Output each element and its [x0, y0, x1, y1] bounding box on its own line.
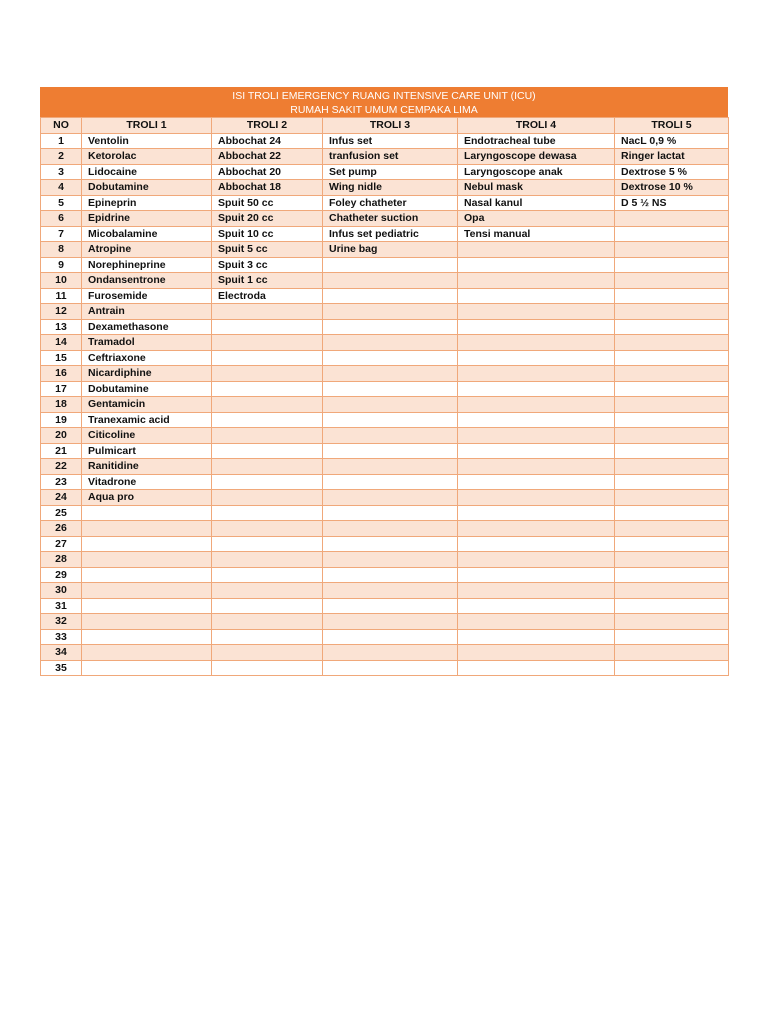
troli-5-item	[615, 521, 729, 537]
troli-2-item	[212, 567, 323, 583]
troli-1-item: Aqua pro	[82, 490, 212, 506]
header-row	[41, 118, 729, 134]
troli-5-item	[615, 645, 729, 661]
troli-1-item	[82, 660, 212, 676]
troli-1-item: Micobalamine	[82, 226, 212, 242]
troli-4-item: Laryngoscope dewasa	[458, 149, 615, 165]
troli-2-item: Abbochat 22	[212, 149, 323, 165]
row-number: 24	[41, 490, 82, 506]
troli-1-item	[82, 505, 212, 521]
troli-4-item	[458, 288, 615, 304]
troli-2-item	[212, 335, 323, 351]
troli-2-item: Abbochat 18	[212, 180, 323, 196]
troli-4-item	[458, 598, 615, 614]
troli-2-item	[212, 428, 323, 444]
troli-5-item	[615, 381, 729, 397]
troli-2-item	[212, 536, 323, 552]
row-number: 31	[41, 598, 82, 614]
troli-1-item: Dobutamine	[82, 180, 212, 196]
troli-1-item: Epineprin	[82, 195, 212, 211]
header-troli-4: TROLI 4	[458, 118, 615, 134]
troli-2-item	[212, 319, 323, 335]
troli-5-item	[615, 474, 729, 490]
row-number: 3	[41, 164, 82, 180]
troli-3-item	[323, 319, 458, 335]
troli-1-item: Tranexamic acid	[82, 412, 212, 428]
troli-4-item	[458, 459, 615, 475]
troli-5-item	[615, 567, 729, 583]
troli-3-item	[323, 552, 458, 568]
row-number: 8	[41, 242, 82, 258]
troli-2-item	[212, 583, 323, 599]
troli-5-item	[615, 242, 729, 258]
troli-5-item	[615, 335, 729, 351]
table-row	[41, 149, 729, 165]
troli-5-item: Dextrose 5 %	[615, 164, 729, 180]
troli-3-item	[323, 366, 458, 382]
row-number: 16	[41, 366, 82, 382]
header-troli-1: TROLI 1	[82, 118, 212, 134]
row-number: 2	[41, 149, 82, 165]
troli-5-item	[615, 319, 729, 335]
table-row	[41, 645, 729, 661]
troli-4-item	[458, 335, 615, 351]
troli-5-item	[615, 366, 729, 382]
table-row	[41, 195, 729, 211]
row-number: 14	[41, 335, 82, 351]
troli-5-item	[615, 412, 729, 428]
troli-1-item: Antrain	[82, 304, 212, 320]
troli-1-item: Dobutamine	[82, 381, 212, 397]
troli-3-item	[323, 536, 458, 552]
troli-3-item: Foley chatheter	[323, 195, 458, 211]
troli-2-item: Spuit 10 cc	[212, 226, 323, 242]
troli-2-item	[212, 350, 323, 366]
troli-3-item: Infus set pediatric	[323, 226, 458, 242]
row-number: 34	[41, 645, 82, 661]
troli-5-item	[615, 397, 729, 413]
table-row	[41, 133, 729, 149]
troli-5-item	[615, 505, 729, 521]
troli-5-item	[615, 304, 729, 320]
troli-1-item	[82, 583, 212, 599]
troli-1-item	[82, 536, 212, 552]
troli-2-item	[212, 660, 323, 676]
troli-4-item: Opa	[458, 211, 615, 227]
troli-4-item: Laryngoscope anak	[458, 164, 615, 180]
troli-3-item	[323, 412, 458, 428]
troli-4-item	[458, 412, 615, 428]
troli-4-item	[458, 490, 615, 506]
table-body	[41, 133, 729, 676]
row-number: 5	[41, 195, 82, 211]
troli-1-item: Ranitidine	[82, 459, 212, 475]
row-number: 21	[41, 443, 82, 459]
troli-2-item	[212, 397, 323, 413]
troli-2-item: Spuit 3 cc	[212, 257, 323, 273]
table-row	[41, 660, 729, 676]
troli-3-item	[323, 645, 458, 661]
table-row	[41, 226, 729, 242]
troli-2-item	[212, 443, 323, 459]
troli-5-item	[615, 459, 729, 475]
troli-4-item	[458, 350, 615, 366]
row-number: 13	[41, 319, 82, 335]
troli-3-item: Chatheter suction	[323, 211, 458, 227]
table-row	[41, 536, 729, 552]
troli-2-item	[212, 645, 323, 661]
troli-2-item	[212, 474, 323, 490]
row-number: 18	[41, 397, 82, 413]
troli-5-item	[615, 350, 729, 366]
troli-3-item	[323, 614, 458, 630]
table-row	[41, 164, 729, 180]
row-number: 22	[41, 459, 82, 475]
troli-2-item	[212, 629, 323, 645]
trolley-contents-table	[40, 117, 729, 676]
troli-4-item	[458, 319, 615, 335]
troli-2-item	[212, 521, 323, 537]
row-number: 28	[41, 552, 82, 568]
troli-1-item: Lidocaine	[82, 164, 212, 180]
troli-1-item	[82, 521, 212, 537]
table-row	[41, 257, 729, 273]
troli-4-item	[458, 614, 615, 630]
troli-5-item	[615, 428, 729, 444]
troli-3-item	[323, 335, 458, 351]
troli-1-item: Ondansentrone	[82, 273, 212, 289]
troli-1-item: Gentamicin	[82, 397, 212, 413]
troli-2-item: Spuit 5 cc	[212, 242, 323, 258]
troli-1-item	[82, 552, 212, 568]
troli-3-item	[323, 521, 458, 537]
troli-4-item	[458, 583, 615, 599]
troli-4-item	[458, 660, 615, 676]
troli-1-item	[82, 614, 212, 630]
troli-4-item	[458, 428, 615, 444]
troli-4-item	[458, 366, 615, 382]
troli-1-item: Nicardiphine	[82, 366, 212, 382]
troli-4-item	[458, 273, 615, 289]
troli-4-item	[458, 505, 615, 521]
row-number: 23	[41, 474, 82, 490]
row-number: 19	[41, 412, 82, 428]
troli-5-item: NacL 0,9 %	[615, 133, 729, 149]
table-row	[41, 412, 729, 428]
troli-2-item: Abbochat 24	[212, 133, 323, 149]
troli-5-item	[615, 583, 729, 599]
troli-5-item	[615, 536, 729, 552]
troli-4-item	[458, 536, 615, 552]
troli-2-item	[212, 366, 323, 382]
troli-2-item: Spuit 20 cc	[212, 211, 323, 227]
troli-1-item: Dexamethasone	[82, 319, 212, 335]
troli-4-item	[458, 521, 615, 537]
table-row	[41, 381, 729, 397]
row-number: 1	[41, 133, 82, 149]
row-number: 30	[41, 583, 82, 599]
troli-4-item	[458, 443, 615, 459]
troli-4-item: Nebul mask	[458, 180, 615, 196]
table-row	[41, 211, 729, 227]
troli-2-item: Electroda	[212, 288, 323, 304]
troli-5-item	[615, 490, 729, 506]
troli-3-item	[323, 273, 458, 289]
row-number: 33	[41, 629, 82, 645]
troli-5-item	[615, 629, 729, 645]
troli-4-item	[458, 381, 615, 397]
troli-1-item: Pulmicart	[82, 443, 212, 459]
troli-5-item	[615, 552, 729, 568]
table-row	[41, 459, 729, 475]
troli-1-item: Furosemide	[82, 288, 212, 304]
row-number: 32	[41, 614, 82, 630]
troli-3-item	[323, 288, 458, 304]
troli-3-item	[323, 474, 458, 490]
table-row	[41, 242, 729, 258]
troli-4-item: Tensi manual	[458, 226, 615, 242]
title-line-1: ISI TROLI EMERGENCY RUANG INTENSIVE CARE UNIT (ICU)	[232, 90, 536, 102]
header-troli-3: TROLI 3	[323, 118, 458, 134]
row-number: 4	[41, 180, 82, 196]
troli-3-item: Set pump	[323, 164, 458, 180]
troli-5-item: Dextrose 10 %	[615, 180, 729, 196]
row-number: 25	[41, 505, 82, 521]
table-row	[41, 583, 729, 599]
troli-5-item	[615, 614, 729, 630]
troli-5-item	[615, 226, 729, 242]
table-row	[41, 288, 729, 304]
troli-1-item: Vitadrone	[82, 474, 212, 490]
troli-2-item	[212, 598, 323, 614]
table-row	[41, 474, 729, 490]
troli-3-item	[323, 304, 458, 320]
troli-4-item	[458, 645, 615, 661]
troli-5-item	[615, 598, 729, 614]
troli-3-item	[323, 428, 458, 444]
row-number: 20	[41, 428, 82, 444]
emergency-trolley-sheet	[40, 87, 728, 676]
title-line-2: RUMAH SAKIT UMUM CEMPAKA LIMA	[290, 104, 478, 116]
troli-5-item	[615, 211, 729, 227]
troli-1-item: Ventolin	[82, 133, 212, 149]
troli-2-item	[212, 505, 323, 521]
troli-3-item	[323, 660, 458, 676]
title-band	[40, 87, 728, 117]
header-no: NO	[41, 118, 82, 134]
troli-3-item	[323, 459, 458, 475]
troli-3-item	[323, 350, 458, 366]
troli-1-item: Citicoline	[82, 428, 212, 444]
troli-4-item	[458, 397, 615, 413]
troli-2-item	[212, 490, 323, 506]
troli-1-item	[82, 629, 212, 645]
troli-3-item	[323, 257, 458, 273]
header-troli-5: TROLI 5	[615, 118, 729, 134]
troli-4-item	[458, 257, 615, 273]
troli-3-item: Urine bag	[323, 242, 458, 258]
table-row	[41, 567, 729, 583]
troli-3-item	[323, 381, 458, 397]
troli-4-item: Nasal kanul	[458, 195, 615, 211]
troli-5-item	[615, 273, 729, 289]
troli-5-item: Ringer lactat	[615, 149, 729, 165]
table-row	[41, 350, 729, 366]
table-row	[41, 443, 729, 459]
troli-2-item: Spuit 50 cc	[212, 195, 323, 211]
table-row	[41, 521, 729, 537]
row-number: 10	[41, 273, 82, 289]
troli-1-item: Tramadol	[82, 335, 212, 351]
table-row	[41, 180, 729, 196]
troli-4-item	[458, 552, 615, 568]
table-row	[41, 397, 729, 413]
troli-4-item	[458, 474, 615, 490]
table-row	[41, 598, 729, 614]
troli-1-item: Ketorolac	[82, 149, 212, 165]
troli-4-item	[458, 567, 615, 583]
table-row	[41, 366, 729, 382]
troli-1-item: Norephineprine	[82, 257, 212, 273]
troli-1-item: Atropine	[82, 242, 212, 258]
troli-4-item	[458, 629, 615, 645]
troli-3-item: tranfusion set	[323, 149, 458, 165]
troli-5-item	[615, 443, 729, 459]
troli-3-item: Infus set	[323, 133, 458, 149]
row-number: 11	[41, 288, 82, 304]
row-number: 35	[41, 660, 82, 676]
table-row	[41, 428, 729, 444]
troli-4-item: Endotracheal tube	[458, 133, 615, 149]
troli-5-item: D 5 ½ NS	[615, 195, 729, 211]
table-row	[41, 335, 729, 351]
row-number: 15	[41, 350, 82, 366]
row-number: 17	[41, 381, 82, 397]
row-number: 6	[41, 211, 82, 227]
table-row	[41, 490, 729, 506]
troli-2-item: Spuit 1 cc	[212, 273, 323, 289]
row-number: 26	[41, 521, 82, 537]
troli-3-item	[323, 490, 458, 506]
row-number: 7	[41, 226, 82, 242]
troli-3-item	[323, 505, 458, 521]
troli-1-item	[82, 598, 212, 614]
table-row	[41, 319, 729, 335]
troli-3-item	[323, 397, 458, 413]
troli-1-item	[82, 645, 212, 661]
troli-2-item	[212, 459, 323, 475]
table-row	[41, 273, 729, 289]
troli-5-item	[615, 288, 729, 304]
troli-3-item	[323, 567, 458, 583]
troli-1-item: Epidrine	[82, 211, 212, 227]
troli-2-item: Abbochat 20	[212, 164, 323, 180]
troli-2-item	[212, 304, 323, 320]
table-row	[41, 505, 729, 521]
row-number: 9	[41, 257, 82, 273]
table-row	[41, 614, 729, 630]
troli-3-item: Wing nidle	[323, 180, 458, 196]
troli-1-item	[82, 567, 212, 583]
troli-5-item	[615, 257, 729, 273]
troli-5-item	[615, 660, 729, 676]
troli-3-item	[323, 598, 458, 614]
troli-3-item	[323, 629, 458, 645]
row-number: 12	[41, 304, 82, 320]
troli-1-item: Ceftriaxone	[82, 350, 212, 366]
troli-4-item	[458, 242, 615, 258]
row-number: 29	[41, 567, 82, 583]
troli-3-item	[323, 583, 458, 599]
troli-3-item	[323, 443, 458, 459]
troli-2-item	[212, 381, 323, 397]
troli-4-item	[458, 304, 615, 320]
troli-2-item	[212, 412, 323, 428]
header-troli-2: TROLI 2	[212, 118, 323, 134]
table-row	[41, 629, 729, 645]
table-row	[41, 552, 729, 568]
table-row	[41, 304, 729, 320]
row-number: 27	[41, 536, 82, 552]
troli-2-item	[212, 614, 323, 630]
troli-2-item	[212, 552, 323, 568]
